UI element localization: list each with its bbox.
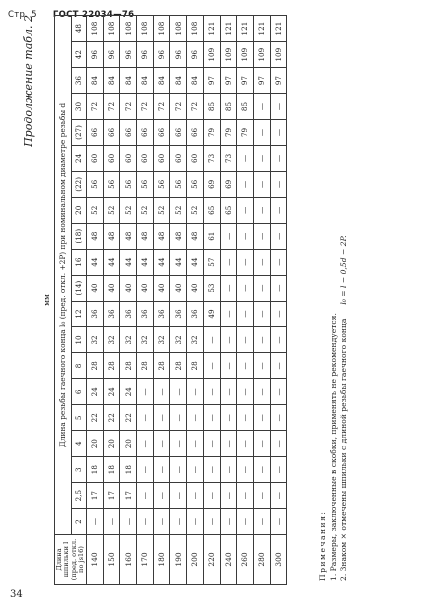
value-cell: 52: [103, 197, 120, 223]
diameter-header: 48: [72, 16, 87, 42]
value-cell: —: [253, 145, 270, 171]
value-cell: —: [270, 457, 287, 483]
diameter-header: 2,5: [72, 483, 87, 509]
length-cell: 240: [220, 535, 237, 585]
value-cell: 79: [237, 120, 254, 146]
value-cell: 109: [270, 42, 287, 68]
value-cell: 66: [187, 120, 204, 146]
value-cell: 109: [237, 42, 254, 68]
table-row: [87, 16, 104, 585]
table-row: [187, 16, 204, 585]
value-cell: 48: [187, 223, 204, 249]
value-cell: —: [187, 483, 204, 509]
diameter-header: (14): [72, 275, 87, 301]
value-cell: 96: [120, 42, 137, 68]
value-cell: —: [153, 431, 170, 457]
value-cell: 84: [137, 68, 154, 94]
value-cell: 36: [170, 301, 187, 327]
value-cell: 56: [170, 171, 187, 197]
unit-label: мм: [42, 294, 51, 306]
value-cell: —: [153, 379, 170, 405]
value-cell: 60: [170, 145, 187, 171]
value-cell: —: [220, 405, 237, 431]
value-cell: 84: [187, 68, 204, 94]
value-cell: —: [220, 353, 237, 379]
value-cell: 20: [120, 431, 137, 457]
table-row: [153, 16, 170, 585]
diameter-header: 30: [72, 94, 87, 120]
length-cell: 260: [237, 535, 254, 585]
value-cell: 85: [237, 94, 254, 120]
value-cell: —: [137, 431, 154, 457]
value-cell: 22: [120, 405, 137, 431]
value-cell: 44: [103, 249, 120, 275]
length-cell: 200: [187, 535, 204, 585]
length-cell: 150: [103, 535, 120, 585]
value-cell: 66: [137, 120, 154, 146]
value-cell: 48: [87, 223, 104, 249]
diameter-header: 5: [72, 405, 87, 431]
value-cell: 121: [220, 16, 237, 42]
value-cell: —: [137, 483, 154, 509]
value-cell: —: [253, 483, 270, 509]
value-cell: —: [137, 457, 154, 483]
value-cell: —: [220, 457, 237, 483]
value-cell: 65: [203, 197, 220, 223]
value-cell: —: [237, 327, 254, 353]
value-cell: —: [270, 431, 287, 457]
notes: [318, 235, 350, 581]
value-cell: 57: [203, 249, 220, 275]
value-cell: 73: [220, 145, 237, 171]
value-cell: —: [270, 197, 287, 223]
value-cell: 48: [153, 223, 170, 249]
value-cell: 56: [120, 171, 137, 197]
value-cell: 40: [87, 275, 104, 301]
value-cell: 56: [137, 171, 154, 197]
value-cell: 44: [87, 249, 104, 275]
diameter-header: (27): [72, 120, 87, 146]
diameter-header: 6: [72, 379, 87, 405]
length-cell: 220: [203, 535, 220, 585]
value-cell: —: [270, 94, 287, 120]
value-cell: —: [137, 379, 154, 405]
value-cell: 52: [153, 197, 170, 223]
value-cell: 121: [270, 16, 287, 42]
value-cell: 28: [137, 353, 154, 379]
value-cell: 44: [137, 249, 154, 275]
span-header: Длина резьбы гаечного конца l₀ (пред. откл. +2P) при номинальном диаметре резьбы d: [55, 16, 72, 535]
value-cell: —: [237, 457, 254, 483]
value-cell: —: [187, 509, 204, 535]
value-cell: —: [203, 483, 220, 509]
value-cell: —: [87, 509, 104, 535]
value-cell: 79: [203, 120, 220, 146]
value-cell: 84: [170, 68, 187, 94]
value-cell: 66: [87, 120, 104, 146]
value-cell: —: [270, 275, 287, 301]
value-cell: 48: [120, 223, 137, 249]
value-cell: 108: [87, 16, 104, 42]
note-1: 1. Размеры, заключенные в скобки, применять не рекомендуется.: [328, 313, 338, 581]
value-cell: —: [153, 405, 170, 431]
value-cell: 32: [187, 327, 204, 353]
continuation-label: Продолжение табл. 2: [22, 15, 35, 147]
value-cell: —: [137, 405, 154, 431]
value-cell: 32: [87, 327, 104, 353]
value-cell: 84: [87, 68, 104, 94]
table-row: [237, 16, 254, 585]
value-cell: 109: [220, 42, 237, 68]
value-cell: 17: [120, 483, 137, 509]
diameter-header: 3: [72, 457, 87, 483]
value-cell: —: [220, 509, 237, 535]
value-cell: 108: [170, 16, 187, 42]
value-cell: 121: [237, 16, 254, 42]
value-cell: —: [237, 301, 254, 327]
value-cell: —: [220, 327, 237, 353]
value-cell: —: [187, 431, 204, 457]
value-cell: 60: [120, 145, 137, 171]
value-cell: —: [220, 301, 237, 327]
value-cell: —: [253, 405, 270, 431]
diameter-header: 36: [72, 68, 87, 94]
length-cell: 160: [120, 535, 137, 585]
value-cell: 97: [253, 68, 270, 94]
value-cell: —: [253, 197, 270, 223]
value-cell: —: [203, 353, 220, 379]
value-cell: 61: [203, 223, 220, 249]
rotated-table-block: [20, 15, 406, 585]
value-cell: —: [253, 301, 270, 327]
length-cell: 140: [87, 535, 104, 585]
value-cell: 52: [87, 197, 104, 223]
value-cell: 60: [87, 145, 104, 171]
value-cell: —: [253, 457, 270, 483]
diameter-header: 4: [72, 431, 87, 457]
value-cell: 69: [220, 171, 237, 197]
value-cell: 97: [270, 68, 287, 94]
value-cell: 66: [120, 120, 137, 146]
length-cell: 300: [270, 535, 287, 585]
value-cell: —: [270, 483, 287, 509]
gost-code: ГОСТ 22034—76: [52, 10, 135, 20]
table-row: [120, 16, 137, 585]
value-cell: 28: [103, 353, 120, 379]
value-cell: 65: [220, 197, 237, 223]
value-cell: 72: [137, 94, 154, 120]
value-cell: 79: [220, 120, 237, 146]
value-cell: 22: [103, 405, 120, 431]
value-cell: 44: [187, 249, 204, 275]
value-cell: 17: [103, 483, 120, 509]
value-cell: —: [270, 223, 287, 249]
diameter-header: 8: [72, 353, 87, 379]
value-cell: 72: [87, 94, 104, 120]
value-cell: —: [220, 483, 237, 509]
value-cell: —: [237, 171, 254, 197]
value-cell: 32: [153, 327, 170, 353]
value-cell: 56: [187, 171, 204, 197]
value-cell: 32: [103, 327, 120, 353]
value-cell: 24: [120, 379, 137, 405]
value-cell: 17: [87, 483, 104, 509]
value-cell: —: [187, 457, 204, 483]
value-cell: 32: [120, 327, 137, 353]
diameter-header: (22): [72, 171, 87, 197]
value-cell: —: [253, 249, 270, 275]
value-cell: —: [237, 275, 254, 301]
value-cell: —: [253, 431, 270, 457]
note-formula: l₀ = l − 0,5d − 2P.: [339, 235, 348, 305]
value-cell: 48: [170, 223, 187, 249]
value-cell: 56: [87, 171, 104, 197]
value-cell: 96: [187, 42, 204, 68]
value-cell: 40: [103, 275, 120, 301]
value-cell: 52: [187, 197, 204, 223]
value-cell: —: [237, 509, 254, 535]
value-cell: 69: [203, 171, 220, 197]
value-cell: —: [237, 379, 254, 405]
diameter-header: 10: [72, 327, 87, 353]
value-cell: —: [270, 120, 287, 146]
value-cell: 108: [187, 16, 204, 42]
length-cell: 180: [153, 535, 170, 585]
thread-length-table: [54, 15, 287, 585]
value-cell: —: [237, 223, 254, 249]
value-cell: —: [237, 145, 254, 171]
value-cell: —: [120, 509, 137, 535]
value-cell: —: [220, 379, 237, 405]
value-cell: 48: [137, 223, 154, 249]
value-cell: 36: [153, 301, 170, 327]
value-cell: 40: [120, 275, 137, 301]
value-cell: 28: [170, 353, 187, 379]
value-cell: —: [253, 94, 270, 120]
value-cell: 28: [187, 353, 204, 379]
value-cell: 109: [203, 42, 220, 68]
value-cell: —: [253, 275, 270, 301]
value-cell: —: [270, 405, 287, 431]
value-cell: —: [270, 379, 287, 405]
table-row: [203, 16, 220, 585]
value-cell: 22: [87, 405, 104, 431]
value-cell: 53: [203, 275, 220, 301]
value-cell: —: [220, 275, 237, 301]
value-cell: —: [253, 223, 270, 249]
value-cell: —: [203, 379, 220, 405]
table-row: [270, 16, 287, 585]
page-number: 34: [10, 589, 23, 600]
value-cell: —: [237, 405, 254, 431]
value-cell: 60: [187, 145, 204, 171]
value-cell: —: [153, 509, 170, 535]
value-cell: 84: [103, 68, 120, 94]
page-label: Стр. 5: [8, 10, 37, 20]
table-row: [170, 16, 187, 585]
length-cell: 280: [253, 535, 270, 585]
value-cell: 84: [153, 68, 170, 94]
value-cell: —: [220, 431, 237, 457]
value-cell: 52: [120, 197, 137, 223]
value-cell: —: [253, 120, 270, 146]
value-cell: —: [253, 327, 270, 353]
value-cell: 44: [153, 249, 170, 275]
diameter-header: 20: [72, 197, 87, 223]
value-cell: 56: [103, 171, 120, 197]
value-cell: —: [253, 353, 270, 379]
value-cell: —: [187, 379, 204, 405]
value-cell: —: [237, 353, 254, 379]
value-cell: —: [137, 509, 154, 535]
value-cell: 28: [153, 353, 170, 379]
value-cell: —: [270, 249, 287, 275]
value-cell: —: [170, 457, 187, 483]
diameter-header: 42: [72, 42, 87, 68]
value-cell: 121: [203, 16, 220, 42]
value-cell: —: [203, 509, 220, 535]
value-cell: 60: [153, 145, 170, 171]
value-cell: 48: [103, 223, 120, 249]
value-cell: —: [270, 145, 287, 171]
table-row: [220, 16, 237, 585]
value-cell: 60: [103, 145, 120, 171]
value-cell: —: [237, 197, 254, 223]
value-cell: 66: [103, 120, 120, 146]
value-cell: —: [170, 509, 187, 535]
value-cell: 24: [87, 379, 104, 405]
value-cell: 18: [120, 457, 137, 483]
value-cell: 28: [87, 353, 104, 379]
value-cell: —: [187, 405, 204, 431]
value-cell: —: [153, 483, 170, 509]
value-cell: —: [270, 327, 287, 353]
value-cell: —: [170, 379, 187, 405]
value-cell: 18: [103, 457, 120, 483]
length-cell: 170: [137, 535, 154, 585]
length-cell: 190: [170, 535, 187, 585]
value-cell: —: [203, 405, 220, 431]
value-cell: —: [253, 379, 270, 405]
value-cell: 32: [170, 327, 187, 353]
value-cell: 85: [220, 94, 237, 120]
value-cell: —: [220, 223, 237, 249]
table-row: [253, 16, 270, 585]
value-cell: —: [237, 249, 254, 275]
value-cell: 36: [137, 301, 154, 327]
value-cell: 85: [203, 94, 220, 120]
diameter-header: 2: [72, 509, 87, 535]
value-cell: 72: [120, 94, 137, 120]
value-cell: 36: [187, 301, 204, 327]
value-cell: —: [203, 327, 220, 353]
value-cell: —: [103, 509, 120, 535]
value-cell: 73: [203, 145, 220, 171]
value-cell: —: [253, 171, 270, 197]
table-row: [103, 16, 120, 585]
value-cell: 40: [153, 275, 170, 301]
value-cell: —: [170, 431, 187, 457]
value-cell: —: [253, 509, 270, 535]
value-cell: 52: [137, 197, 154, 223]
value-cell: 36: [103, 301, 120, 327]
value-cell: 56: [153, 171, 170, 197]
value-cell: 72: [103, 94, 120, 120]
value-cell: —: [237, 431, 254, 457]
value-cell: —: [170, 405, 187, 431]
value-cell: 36: [120, 301, 137, 327]
value-cell: 108: [120, 16, 137, 42]
value-cell: 18: [87, 457, 104, 483]
value-cell: 96: [87, 42, 104, 68]
value-cell: 20: [87, 431, 104, 457]
value-cell: 66: [170, 120, 187, 146]
value-cell: —: [237, 483, 254, 509]
value-cell: 108: [103, 16, 120, 42]
value-cell: —: [203, 457, 220, 483]
value-cell: 96: [103, 42, 120, 68]
diameter-header: (18): [72, 223, 87, 249]
value-cell: —: [270, 353, 287, 379]
value-cell: 44: [120, 249, 137, 275]
value-cell: 32: [137, 327, 154, 353]
diameter-header: 24: [72, 145, 87, 171]
value-cell: 49: [203, 301, 220, 327]
value-cell: 24: [103, 379, 120, 405]
notes-title: Примечания:: [318, 510, 327, 581]
value-cell: 121: [253, 16, 270, 42]
value-cell: 28: [120, 353, 137, 379]
value-cell: 72: [187, 94, 204, 120]
diameter-header: 16: [72, 249, 87, 275]
value-cell: 72: [153, 94, 170, 120]
value-cell: 108: [153, 16, 170, 42]
value-cell: 66: [153, 120, 170, 146]
value-cell: 96: [170, 42, 187, 68]
corner-header: Длина шпильки l (пред. откл. по js16): [55, 535, 87, 585]
value-cell: 40: [137, 275, 154, 301]
value-cell: —: [270, 301, 287, 327]
value-cell: 96: [137, 42, 154, 68]
value-cell: 96: [153, 42, 170, 68]
value-cell: 36: [87, 301, 104, 327]
value-cell: 108: [137, 16, 154, 42]
value-cell: 84: [120, 68, 137, 94]
value-cell: 44: [170, 249, 187, 275]
value-cell: 60: [137, 145, 154, 171]
value-cell: 72: [170, 94, 187, 120]
value-cell: —: [270, 509, 287, 535]
value-cell: —: [170, 483, 187, 509]
value-cell: —: [203, 431, 220, 457]
value-cell: 40: [170, 275, 187, 301]
value-cell: 40: [187, 275, 204, 301]
diameter-header: 12: [72, 301, 87, 327]
value-cell: 20: [103, 431, 120, 457]
table-row: [137, 16, 154, 585]
note-2: 2. Знаком × отмечены шпильки с длиной резьбы гаечного конца: [339, 318, 348, 581]
value-cell: 97: [203, 68, 220, 94]
value-cell: 109: [253, 42, 270, 68]
value-cell: 97: [220, 68, 237, 94]
value-cell: 97: [237, 68, 254, 94]
value-cell: —: [220, 249, 237, 275]
value-cell: —: [153, 457, 170, 483]
value-cell: —: [270, 171, 287, 197]
value-cell: 52: [170, 197, 187, 223]
